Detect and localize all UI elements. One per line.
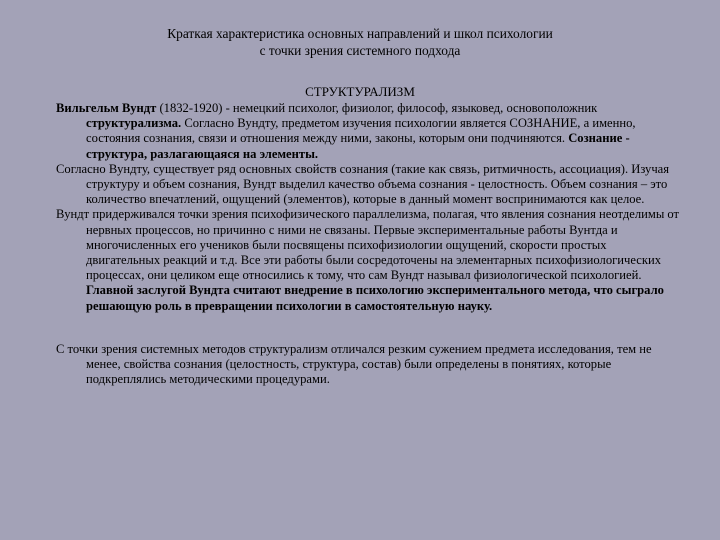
paragraph-wundt-intro <box>56 101 681 162</box>
wundt-merit: Главной заслугой Вундта считают внедрение в психологию экспериментального метода, что сыграло решающую роль в превращении психологии в самостоятельную науку. <box>86 283 664 313</box>
intro-text-1: (1832-1920) - немецкий психолог, физиолог, философ, языковед, основоположник <box>156 101 598 115</box>
wundt-name: Вильгельм Вундт <box>56 101 157 115</box>
paragraph-parallelism <box>56 207 681 313</box>
section-heading: СТРУКТУРАЛИЗМ <box>305 84 415 99</box>
slide-title <box>0 25 720 59</box>
body-text <box>56 101 681 387</box>
paragraph-consciousness-properties: Согласно Вундту, существует ряд основных свойств сознания (такие как связь, ритмичность, ассоциация). Изучая структуру и объем сознания, Вундт выделил качество объема сознания - целостность. Объем сознания – это количество впечатлений, ощущений (элементов), которые в данный момент воспринимаются как целое. <box>56 161 670 207</box>
intro-text-2: Согласно Вундту, предметом изучения психологии является СОЗНАНИЕ, а именно, состояния сознания, связи и отношения между ними, законы, которым они подчиняются. <box>86 116 636 146</box>
consciousness-definition: Сознание - структура, разлагающаяся на элементы. <box>86 131 630 161</box>
paragraph-system-view: С точки зрения системных методов структурализм отличался резким сужением предмета исследования, тем не менее, свойства сознания (целостность, структура, состав) были определены в понятиях, которые подкреплялись методическими процедурами. <box>56 341 652 387</box>
title-line-2: с точки зрения системного подхода <box>259 43 461 58</box>
parallelism-text: Вундт придерживался точки зрения психофизического параллелизма, полагая, что явления сознания неотделимы от нервных процессов, но причинно с ними не связаны. Первые экспериментальные работы Вунтда и многочисленных его учеников были посвящены психофизиологии ощущений, скорости простых двигательных реакций и т.д. Все эти работы были сосредоточены на элементарных психофизиологических процессах, они целиком еще относились к тому, что сам Вундт называл физиологической психологией. <box>56 207 680 283</box>
title-line-1: Краткая характеристика основных направлений и школ психологии <box>167 26 553 41</box>
structuralism-term: структурализма. <box>86 116 182 131</box>
